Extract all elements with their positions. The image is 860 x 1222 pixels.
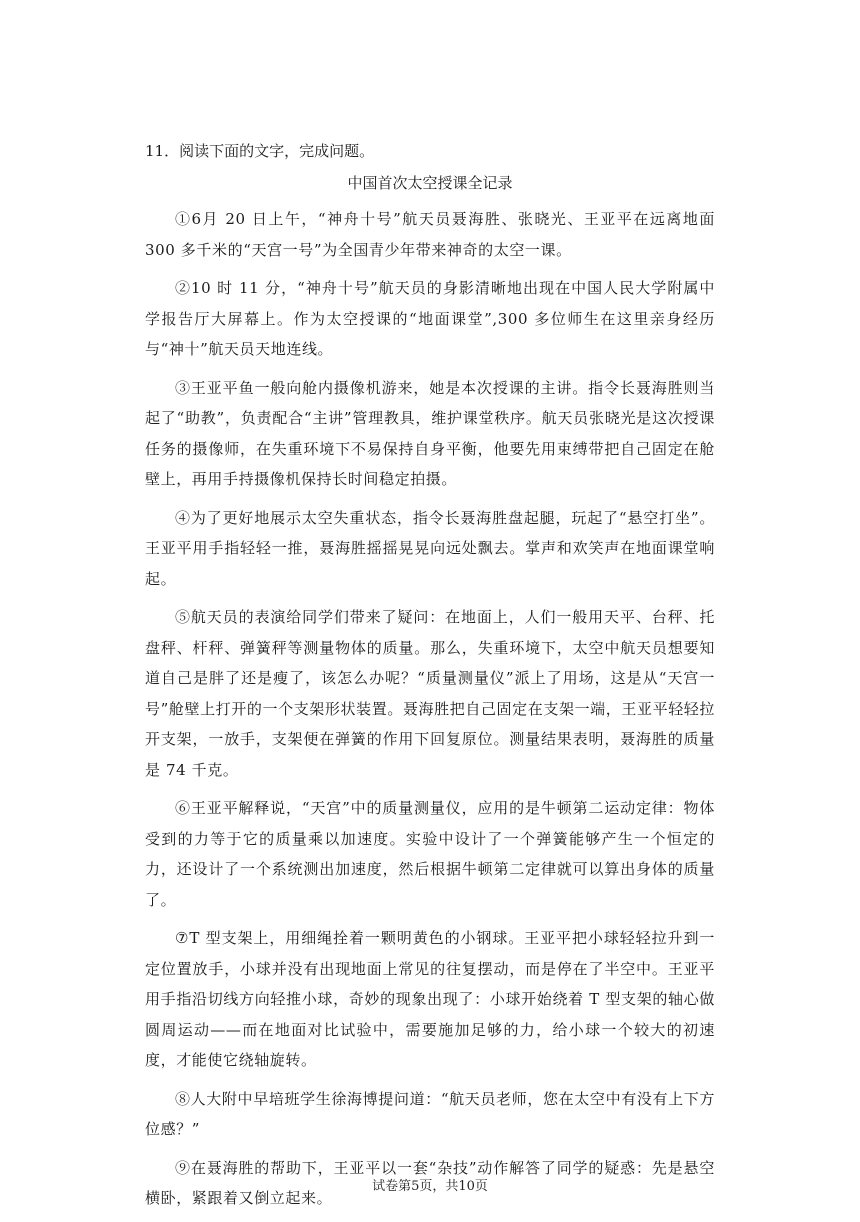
- article-title: 中国首次太空授课全记录: [347, 174, 513, 192]
- article-body: [145, 204, 715, 1222]
- paragraph-2: ②10 时 11 分，“神舟十号”航天员的身影清晰地出现在中国人民大学附属中学报告厅大屏幕上。作为太空授课的“地面课堂”,300 多位师生在这里亲身经历与“神十”航天员天地连线。: [145, 279, 715, 358]
- paragraph-7: ⑦T 型支架上，用细绳拴着一颗明黄色的小钢球。王亚平把小球轻轻拉升到一定位置放手，小球并没有出现地面上常见的往复摆动，而是停在了半空中。王亚平用手指沿切线方向轻推小球，奇妙的现象出现了：小球开始绕着 T 型支架的轴心做圆周运动——而在地面对比试验中，需要施加足够的力，给小球一个较大的初速度，才能使它绕轴旋转。: [145, 929, 715, 1069]
- page-footer: 试卷第5页，共10页: [372, 1179, 488, 1194]
- question-prompt: 11．阅读下面的文字，完成问题。: [145, 142, 375, 160]
- paragraph-9: ⑨在聂海胜的帮助下，王亚平以一套“杂技”动作解答了同学的疑惑：先是悬空横卧，紧跟着又倒立起来。: [145, 1158, 715, 1207]
- paragraph-4: ④为了更好地展示太空失重状态，指令长聂海胜盘起腿，玩起了“悬空打坐”。王亚平用手指轻轻一推，聂海胜摇摇晃晃向远处飘去。掌声和欢笑声在地面课堂响起。: [145, 508, 715, 588]
- paragraph-6: ⑥王亚平解释说，“天宫”中的质量测量仪，应用的是牛顿第二运动定律：物体受到的力等于它的质量乘以加速度。实验中设计了一个弹簧能够产生一个恒定的力，还设计了一个系统测出加速度，然后根据牛顿第二定律就可以算出身体的质量了。: [145, 799, 715, 909]
- paragraph-1: ①6月 20 日上午，“神舟十号”航天员聂海胜、张晓光、王亚平在远离地面 300 多千米的“天宫一号”为全国青少年带来神奇的太空一课。: [145, 210, 715, 259]
- paragraph-8: ⑧人大附中早培班学生徐海博提问道：“航天员老师，您在太空中有没有上下方位感？”: [145, 1089, 715, 1138]
- paragraph-5: ⑤航天员的表演给同学们带来了疑问：在地面上，人们一般用天平、台秤、托盘秤、杆秤、弹簧秤等测量物体的质量。那么，失重环境下，太空中航天员想要知道自己是胖了还是瘦了，该怎么办呢？“质量测量仪”派上了用场，这是从“天宫一号”舱壁上打开的一个支架形状装置。聂海胜把自己固定在支架一端，王亚平轻轻拉开支架，一放手，支架便在弹簧的作用下回复原位。测量结果表明，聂海胜的质量是 74 千克。: [145, 608, 715, 779]
- paragraph-3: ③王亚平鱼一般向舱内摄像机游来，她是本次授课的主讲。指令长聂海胜则当起了“助教”，负责配合“主讲”管理教具，维护课堂秩序。航天员张晓光是这次授课任务的摄像师，在失重环境下不易保持自身平衡，他要先用束缚带把自己固定在舱壁上，再用手持摄像机保持长时间稳定拍摄。: [145, 378, 715, 488]
